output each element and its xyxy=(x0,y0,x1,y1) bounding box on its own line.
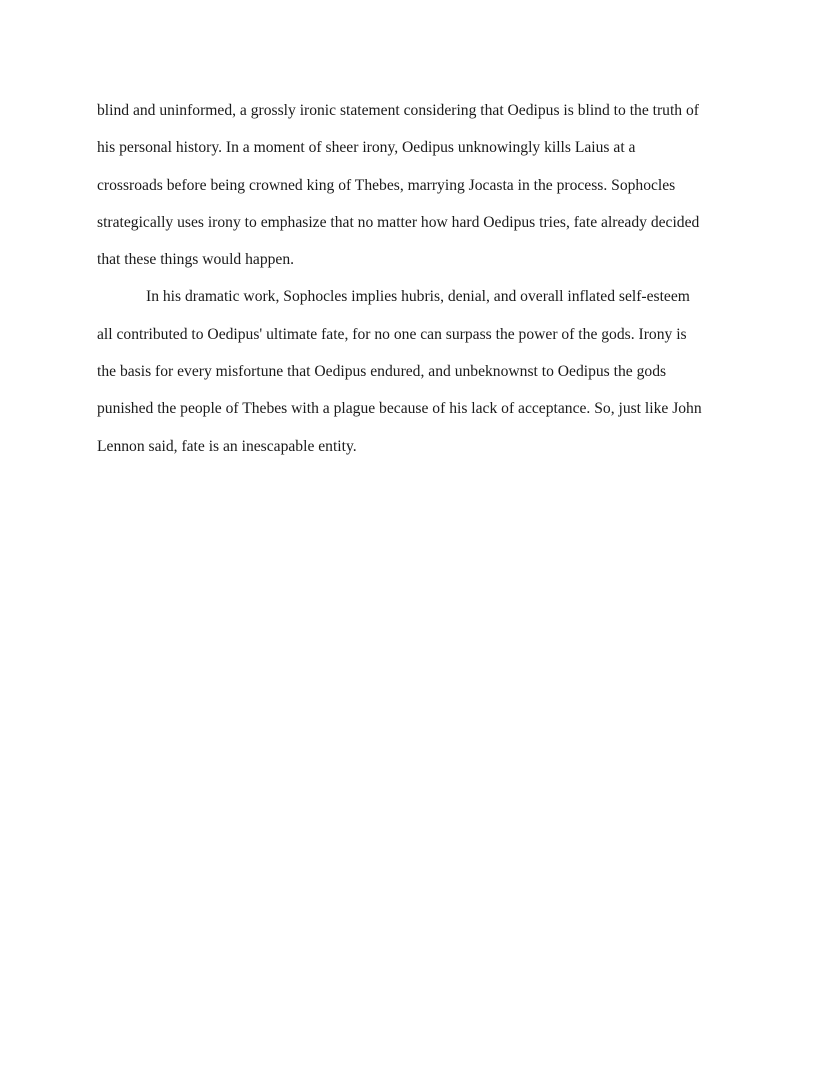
text-line: crossroads before being crowned king of Thebes, marrying Jocasta in the process. Sophocles xyxy=(97,176,676,194)
text-line: punished the people of Thebes with a plague because of his lack of acceptance. So, just like John xyxy=(97,400,702,418)
text-line: the basis for every misfortune that Oedipus endured, and unbeknownst to Oedipus the gods xyxy=(97,363,667,381)
paragraph-1 xyxy=(97,92,737,278)
text-line: all contributed to Oedipus' ultimate fate, for no one can surpass the power of the gods. Irony is xyxy=(97,325,687,343)
paragraph-2 xyxy=(97,278,737,464)
text-line: Lennon said, fate is an inescapable entity. xyxy=(97,437,357,455)
document-body xyxy=(97,92,737,465)
text-line: that these things would happen. xyxy=(97,251,295,269)
text-line: blind and uninformed, a grossly ironic statement considering that Oedipus is blind to the truth of xyxy=(97,102,699,119)
text-line: In his dramatic work, Sophocles implies hubris, denial, and overall inflated self-esteem xyxy=(146,288,690,306)
text-line: his personal history. In a moment of sheer irony, Oedipus unknowingly kills Laius at a xyxy=(97,139,636,157)
text-line: strategically uses irony to emphasize that no matter how hard Oedipus tries, fate already decided xyxy=(97,213,700,231)
